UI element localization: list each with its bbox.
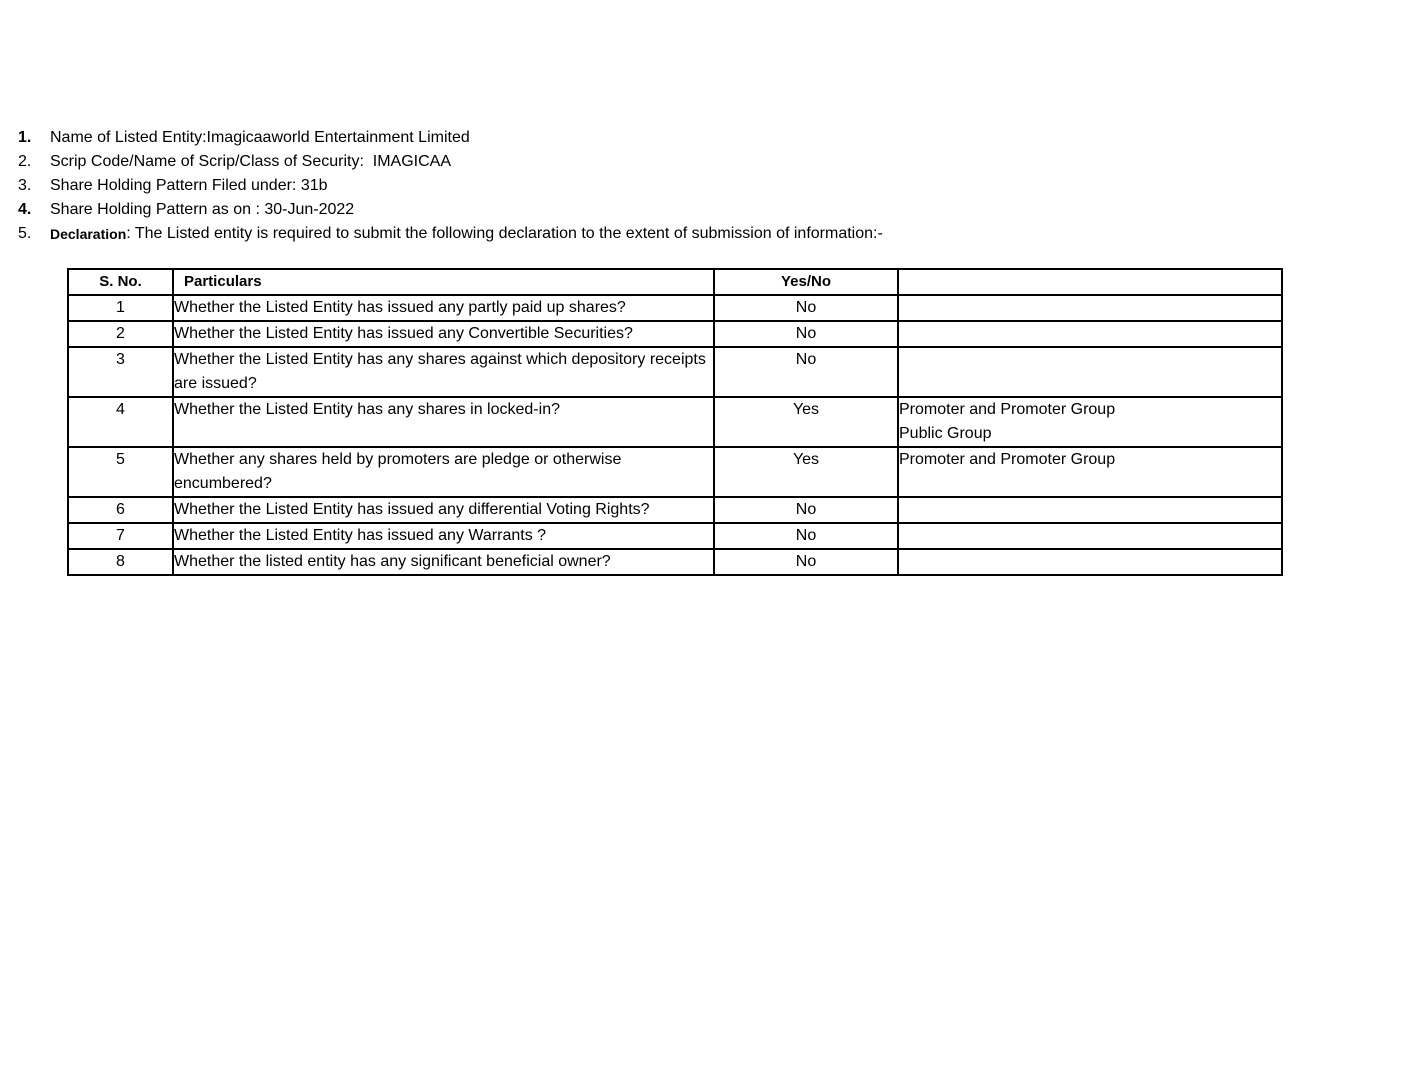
cell-sno: 5: [68, 447, 173, 497]
cell-remarks: [898, 497, 1282, 523]
cell-particulars: Whether the Listed Entity has any shares in locked-in?: [173, 397, 714, 447]
table-row: [68, 347, 1282, 397]
item-number: 5.: [18, 225, 32, 242]
cell-particulars: Whether the Listed Entity has issued any differential Voting Rights?: [173, 497, 714, 523]
item-number: 1.: [18, 129, 32, 146]
column-header-yesno: Yes/No: [714, 269, 898, 295]
cell-yesno: No: [714, 497, 898, 523]
column-header-remarks: [898, 269, 1282, 295]
cell-yesno: Yes: [714, 447, 898, 497]
cell-sno: 4: [68, 397, 173, 447]
column-header-particulars: Particulars: [173, 269, 714, 295]
header-item: [18, 199, 883, 223]
cell-particulars: Whether any shares held by promoters are pledge or otherwise encumbered?: [173, 447, 714, 497]
item-label: Share Holding Pattern as on :: [50, 201, 265, 218]
column-header-sno: S. No.: [68, 269, 173, 295]
item-number: 4.: [18, 201, 32, 218]
cell-remarks: [898, 523, 1282, 549]
cell-remarks: [898, 347, 1282, 397]
cell-remarks: [898, 321, 1282, 347]
table-row: [68, 497, 1282, 523]
cell-yesno: No: [714, 549, 898, 575]
cell-yesno: No: [714, 295, 898, 321]
item-number: 2.: [18, 153, 32, 170]
item-number: 3.: [18, 177, 32, 194]
item-label: Name of Listed Entity:Imagicaaworld Entertainment Limited: [50, 129, 470, 146]
table-row: [68, 321, 1282, 347]
cell-particulars: Whether the Listed Entity has any shares against which depository receipts are issued?: [173, 347, 714, 397]
table-row: [68, 523, 1282, 549]
cell-remarks: [898, 295, 1282, 321]
item-label: Share Holding Pattern Filed under:: [50, 177, 301, 194]
declaration-text: : The Listed entity is required to submit the following declaration to the extent of submission of information:-: [126, 225, 883, 242]
cell-particulars: Whether the Listed Entity has issued any Convertible Securities?: [173, 321, 714, 347]
cell-sno: 6: [68, 497, 173, 523]
table-row: [68, 447, 1282, 497]
table-header-row: [68, 269, 1282, 295]
cell-remarks: [898, 397, 1282, 447]
cell-sno: 1: [68, 295, 173, 321]
remark-line: Promoter and Promoter Group: [899, 401, 1116, 418]
header-item: [18, 127, 883, 151]
cell-yesno: Yes: [714, 397, 898, 447]
cell-sno: 3: [68, 347, 173, 397]
cell-yesno: No: [714, 523, 898, 549]
cell-sno: 8: [68, 549, 173, 575]
cell-remarks: [898, 447, 1282, 497]
header-item: [18, 151, 883, 175]
table-row: [68, 549, 1282, 575]
cell-particulars: Whether the listed entity has any significant beneficial owner?: [173, 549, 714, 575]
header-item: [18, 223, 883, 247]
cell-yesno: No: [714, 347, 898, 397]
header-info-list: [18, 127, 883, 247]
declaration-label: Declaration: [50, 226, 127, 242]
item-value: 31b: [300, 177, 328, 194]
remark-line: Promoter and Promoter Group: [899, 451, 1116, 468]
cell-sno: 7: [68, 523, 173, 549]
item-value: 30-Jun-2022: [264, 201, 355, 218]
item-label: Scrip Code/Name of Scrip/Class of Security: IMAGICAA: [50, 153, 452, 170]
cell-particulars: Whether the Listed Entity has issued any Warrants ?: [173, 523, 714, 549]
declaration-table: [67, 268, 1283, 576]
header-item: [18, 175, 883, 199]
table-row: [68, 397, 1282, 447]
cell-yesno: No: [714, 321, 898, 347]
table-row: [68, 295, 1282, 321]
cell-particulars: Whether the Listed Entity has issued any partly paid up shares?: [173, 295, 714, 321]
cell-remarks: [898, 549, 1282, 575]
remark-line: Public Group: [899, 425, 992, 442]
cell-sno: 2: [68, 321, 173, 347]
